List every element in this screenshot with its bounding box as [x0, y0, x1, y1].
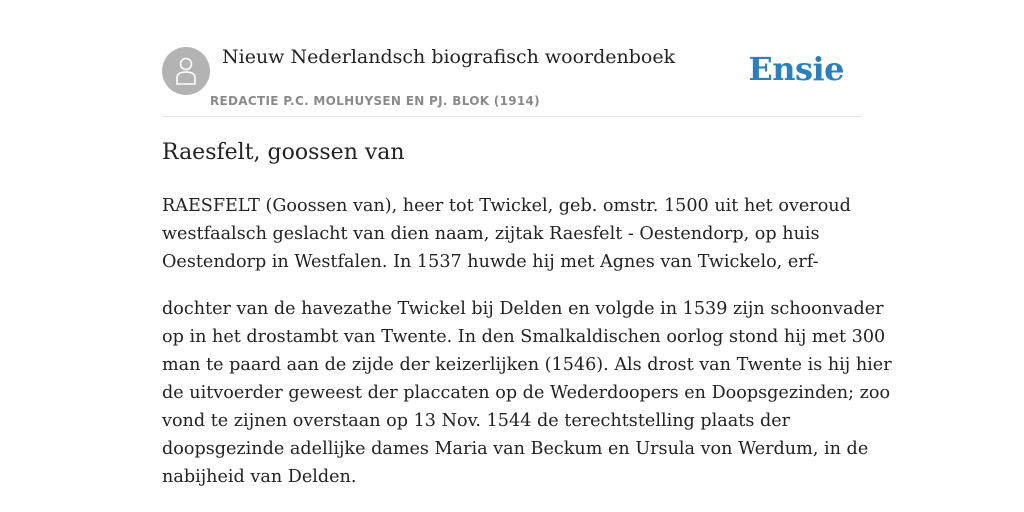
book-title[interactable]: Nieuw Nederlandsch biografisch woordenboek: [222, 46, 676, 68]
page-header: [162, 40, 862, 117]
text-line: de uitvoerder geweest der placcaten op de Wederdoopers en Doopsgezinden; zoo: [162, 383, 891, 403]
text-line: doopsgezinde adellijke dames Maria van Beckum en Ursula von Werdum, in de: [162, 439, 869, 459]
text-line: Oestendorp in Westfalen. In 1537 huwde hij met Agnes van Twickelo, erf-: [162, 252, 819, 272]
user-icon: [174, 56, 198, 86]
ensie-logo[interactable]: Ensie: [748, 50, 844, 88]
text-line: dochter van de havezathe Twickel bij Delden en volgde in 1539 zijn schoonvader: [162, 299, 884, 319]
text-line: vond te zijnen overstaan op 13 Nov. 1544 de terechtstelling plaats der: [162, 411, 791, 431]
text-line: man te paard aan de zijde der keizerlijken (1546). Als drost van Twente is hij hier: [162, 355, 892, 375]
entry-paragraph-2: [162, 295, 892, 491]
entry-paragraph-1: [162, 192, 862, 276]
text-line: nabijheid van Delden.: [162, 467, 357, 487]
text-line: RAESFELT (Goossen van), heer tot Twickel, geb. omstr. 1500 uit het overoud: [162, 196, 851, 216]
editors-credit: REDACTIE P.C. MOLHUYSEN EN PJ. BLOK (1914): [210, 94, 540, 108]
entry-title: Raesfelt, goossen van: [162, 140, 405, 165]
text-line: op in het drostambt van Twente. In den Smalkaldischen oorlog stond hij met 300: [162, 327, 886, 347]
avatar[interactable]: [162, 47, 210, 95]
text-line: westfaalsch geslacht van dien naam, zijtak Raesfelt - Oestendorp, op huis: [162, 224, 820, 244]
